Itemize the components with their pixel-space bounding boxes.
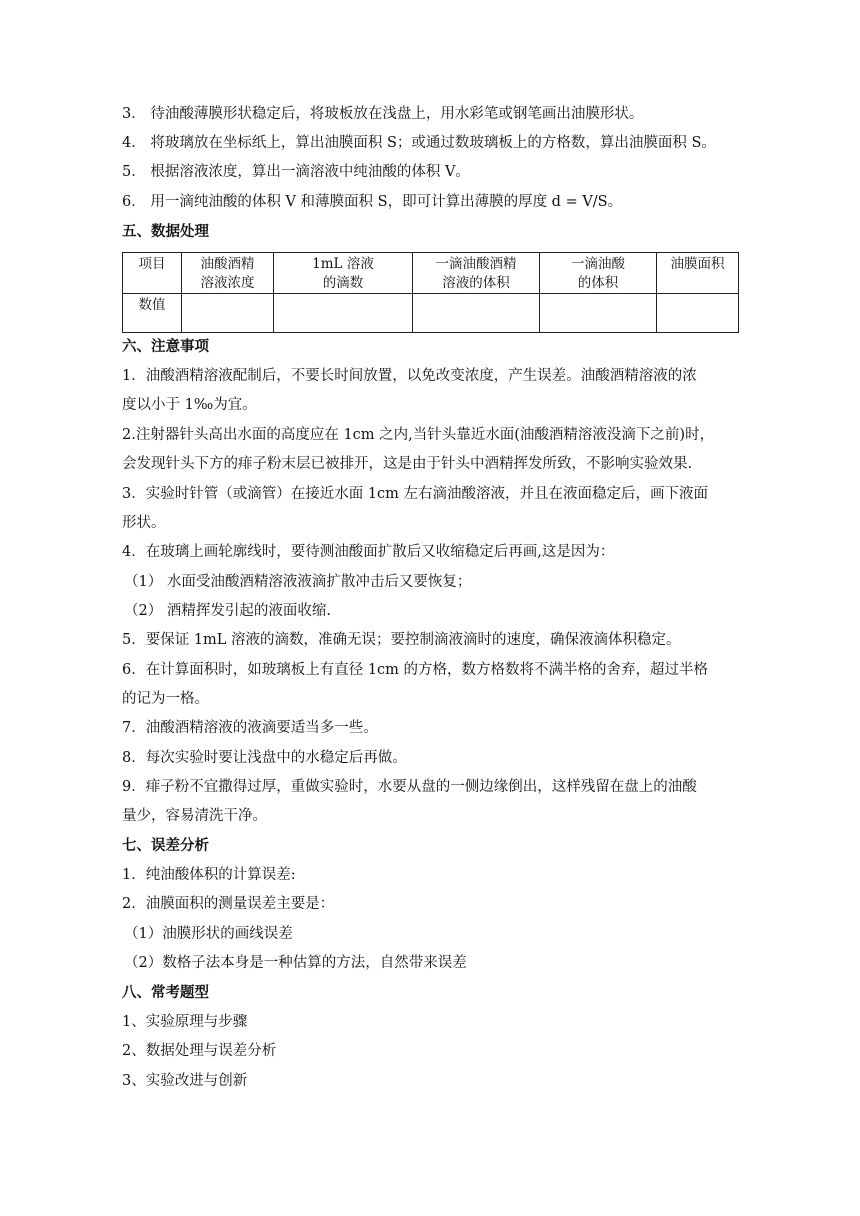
question-type-line: 1、实验原理与步骤 (122, 1014, 248, 1030)
note-line: 会发现针头下方的痱子粉末层已被排开，这是由于针头中酒精挥发所致，不影响实验效果. (122, 456, 693, 472)
step-5: 5． 根据溶液浓度，算出一滴溶液中纯油酸的体积 V。 (122, 164, 470, 180)
note-line: 4．在玻璃上画轮廓线时，要待测油酸面扩散后又收缩稳定后再画,这是因为： (122, 544, 615, 560)
note-line: 量少，容易清洗干净。 (122, 808, 267, 824)
note-line: 度以小于 1‰为宜。 (122, 397, 257, 413)
note-line: 9．痱子粉不宜撒得过厚，重做实验时，水要从盘的一侧边缘倒出，这样残留在盘上的油酸 (122, 779, 697, 795)
header-cell: 油酸酒精 溶液浓度 (182, 253, 274, 294)
header-cell: 1mL 溶液 的滴数 (274, 253, 413, 294)
note-line: 的记为一格。 (122, 691, 209, 707)
row-label-cell: 数值 (123, 294, 182, 333)
note-line: 7．油酸酒精溶液的液滴要适当多一些。 (122, 720, 378, 736)
table-row (123, 294, 739, 333)
error-line: 2．油膜面积的测量误差主要是： (122, 896, 335, 912)
section-5-title: 五、数据处理 (122, 224, 209, 240)
question-type-line: 3、实验改进与创新 (122, 1073, 248, 1089)
question-type-line: 2、数据处理与误差分析 (122, 1043, 277, 1059)
note-line: 8．每次实验时要让浅盘中的水稳定后再做。 (122, 750, 407, 766)
header-cell: 油膜面积 (657, 253, 739, 294)
note-line: 3．实验时针管（或滴管）在接近水面 1cm 左右滴油酸溶液，并且在液面稳定后，画下液面 (122, 486, 709, 502)
section-6-title: 六、注意事项 (122, 339, 209, 355)
header-cell: 项目 (123, 253, 182, 294)
table-header-row (123, 253, 739, 294)
step-4: 4． 将玻璃放在坐标纸上，算出油膜面积 S；或通过数玻璃板上的方格数，算出油膜面积 S。 (122, 135, 716, 151)
header-cell: 一滴油酸 的体积 (540, 253, 657, 294)
error-line: 1．纯油酸体积的计算误差: (122, 867, 296, 883)
note-line: 5．要保证 1mL 溶液的滴数，准确无误；要控制滴液滴时的速度，确保液滴体积稳定。 (122, 632, 681, 648)
step-3: 3． 待油酸薄膜形状稳定后，将玻板放在浅盘上，用水彩笔或钢笔画出油膜形状。 (122, 106, 644, 122)
note-line: 形状。 (122, 515, 166, 531)
note-line: 2.注射器针头高出水面的高度应在 1cm 之内,当针头靠近水面(油酸酒精溶液没滴下之前)时， (122, 427, 715, 443)
value-cell (182, 294, 274, 333)
note-line: 6．在计算面积时，如玻璃板上有直径 1cm 的方格，数方格数将不满半格的舍弃，超过半格 (122, 662, 709, 678)
data-table (122, 252, 739, 333)
note-line: 1．油酸酒精溶液配制后，不要长时间放置，以免改变浓度，产生误差。油酸酒精溶液的浓 (122, 368, 697, 384)
header-cell: 一滴油酸酒精 溶液的体积 (413, 253, 540, 294)
value-cell (657, 294, 739, 333)
error-line: （2）数格子法本身是一种估算的方法，自然带来误差 (124, 955, 467, 971)
step-6: 6． 用一滴纯油酸的体积 V 和薄膜面积 S，即可计算出薄膜的厚度 d = V/S。 (122, 194, 623, 210)
value-cell (413, 294, 540, 333)
note-line: （1） 水面受油酸酒精溶液液滴扩散冲击后又要恢复； (124, 574, 472, 590)
value-cell (540, 294, 657, 333)
error-line: （1）油膜形状的画线误差 (124, 926, 293, 942)
note-line: （2） 酒精挥发引起的液面收缩. (124, 603, 331, 619)
section-8-title: 八、常考题型 (122, 985, 209, 1001)
section-7-title: 七、误差分析 (122, 838, 209, 854)
value-cell (274, 294, 413, 333)
